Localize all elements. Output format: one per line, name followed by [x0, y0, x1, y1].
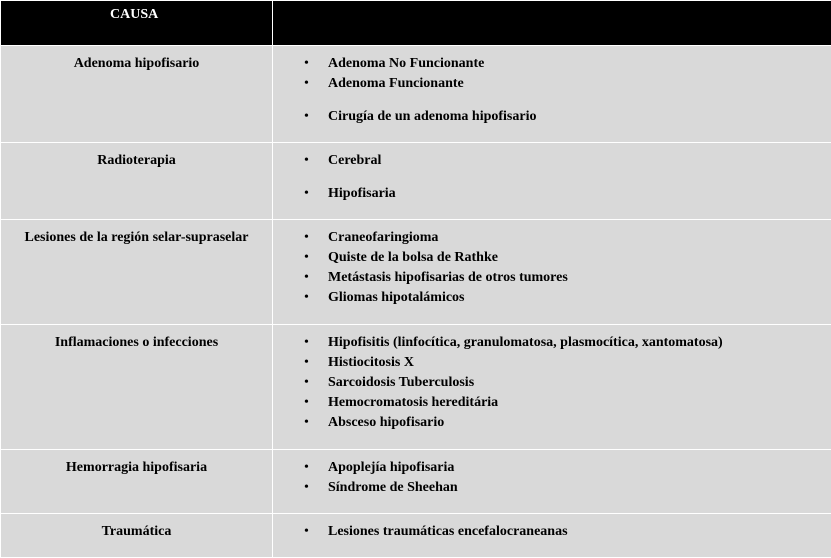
cause-cell	[1, 46, 273, 143]
bullet-icon: •	[304, 74, 309, 94]
list-item	[273, 458, 831, 478]
table-row	[1, 450, 831, 514]
bullet-icon: •	[304, 333, 309, 353]
list-item-label: Gliomas hipotalámicos	[328, 290, 465, 305]
list-item	[273, 478, 831, 498]
list-item	[273, 107, 831, 127]
cause-label: Traumática	[1, 514, 272, 541]
table-row	[1, 514, 831, 558]
detail-list	[273, 325, 831, 433]
detail-cell	[273, 514, 831, 558]
list-item-label: Hemocromatosis hereditária	[328, 395, 498, 410]
list-item	[273, 248, 831, 268]
list-item	[273, 184, 831, 204]
bullet-icon: •	[304, 522, 309, 542]
cause-cell	[1, 450, 273, 514]
cause-cell	[1, 220, 273, 325]
detail-cell	[273, 46, 831, 143]
bullet-icon: •	[304, 393, 309, 413]
list-item-label: Sarcoidosis Tuberculosis	[328, 375, 474, 390]
bullet-icon: •	[304, 248, 309, 268]
list-item	[273, 74, 831, 94]
list-item	[273, 151, 831, 171]
cause-label: Adenoma hipofisario	[1, 46, 272, 73]
list-item-label: Hipofisaria	[328, 186, 396, 201]
list-item	[273, 353, 831, 373]
table-row	[1, 46, 831, 143]
detail-cell	[273, 143, 831, 220]
list-item	[273, 522, 831, 542]
list-item	[273, 228, 831, 248]
detail-list	[273, 450, 831, 498]
list-item	[273, 373, 831, 393]
detail-cell	[273, 325, 831, 450]
detail-list	[273, 143, 831, 204]
detail-list	[273, 220, 831, 308]
list-item	[273, 393, 831, 413]
list-item-label: Adenoma Funcionante	[328, 76, 464, 91]
bullet-icon: •	[304, 184, 309, 204]
table-header-row	[1, 1, 831, 46]
list-item-label: Hipofisitis (linfocítica, granulomatosa, plasmocítica, xantomatosa)	[328, 335, 723, 350]
table-row	[1, 143, 831, 220]
cause-label: Radioterapia	[1, 143, 272, 170]
bullet-icon: •	[304, 107, 309, 127]
cause-label: Hemorragia hipofisaria	[1, 450, 272, 477]
list-item-label: Apoplejía hipofisaria	[328, 460, 454, 475]
bullet-icon: •	[304, 413, 309, 433]
table-row	[1, 325, 831, 450]
list-item-label: Quiste de la bolsa de Rathke	[328, 250, 498, 265]
list-item-label: Síndrome de Sheehan	[328, 480, 458, 495]
detail-list	[273, 514, 831, 542]
list-item	[273, 333, 831, 353]
list-item-label: Craneofaringioma	[328, 230, 438, 245]
table-row	[1, 220, 831, 325]
header-cell-causa	[1, 1, 273, 46]
detail-cell	[273, 220, 831, 325]
list-item-label: Cirugía de un adenoma hipofisario	[328, 109, 536, 124]
cause-cell	[1, 514, 273, 558]
bullet-icon: •	[304, 353, 309, 373]
header-causa-label: CAUSA	[1, 1, 272, 23]
bullet-icon: •	[304, 458, 309, 478]
cause-label: Inflamaciones o infecciones	[1, 325, 272, 352]
list-item-label: Cerebral	[328, 153, 381, 168]
list-item-label: Metástasis hipofisarias de otros tumores	[328, 270, 568, 285]
cause-cell	[1, 143, 273, 220]
bullet-icon: •	[304, 151, 309, 171]
list-item	[273, 268, 831, 288]
list-item	[273, 54, 831, 74]
bullet-icon: •	[304, 54, 309, 74]
bullet-icon: •	[304, 228, 309, 248]
list-item	[273, 288, 831, 308]
header-cell-empty	[273, 1, 831, 46]
list-item	[273, 413, 831, 433]
list-item-label: Lesiones traumáticas encefalocraneanas	[328, 524, 568, 539]
detail-list	[273, 46, 831, 127]
cause-label: Lesiones de la región selar-supraselar	[1, 220, 272, 247]
bullet-icon: •	[304, 373, 309, 393]
list-item-label: Absceso hipofisario	[328, 415, 444, 430]
list-item-label: Histiocitosis X	[328, 355, 414, 370]
list-item-label: Adenoma No Funcionante	[328, 56, 484, 71]
detail-cell	[273, 450, 831, 514]
bullet-icon: •	[304, 288, 309, 308]
bullet-icon: •	[304, 478, 309, 498]
cause-cell	[1, 325, 273, 450]
bullet-icon: •	[304, 268, 309, 288]
